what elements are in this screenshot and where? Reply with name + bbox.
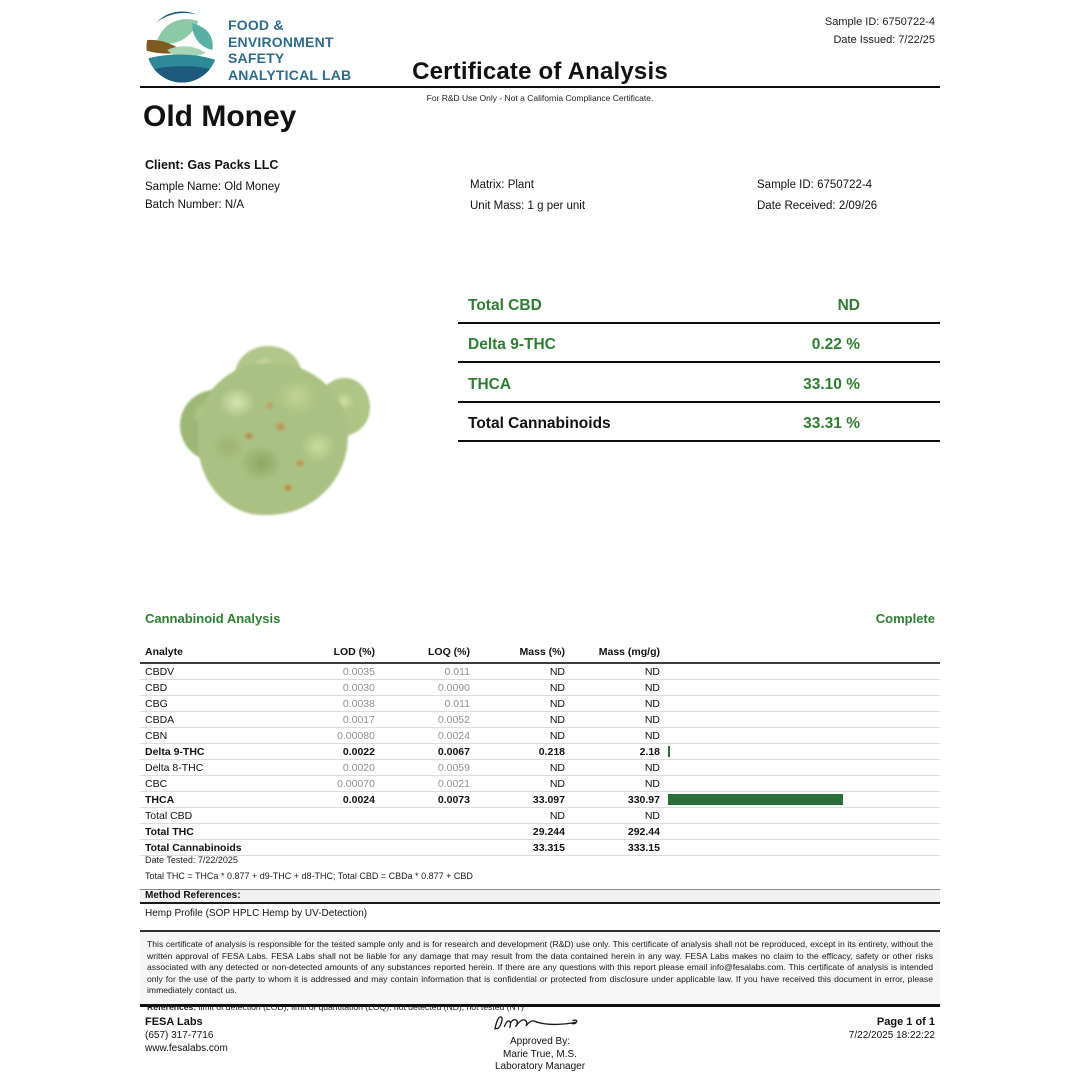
analyte-cell: 0.0090 bbox=[375, 680, 470, 696]
mass-bar-cell bbox=[660, 712, 940, 728]
mass-bar bbox=[668, 746, 670, 757]
analyte-cell: CBD bbox=[140, 680, 255, 696]
summary-label: THCA bbox=[468, 375, 512, 393]
references-label: References: bbox=[147, 1001, 197, 1012]
analyte-table-header bbox=[140, 644, 940, 663]
analyte-cell: Delta 8-THC bbox=[140, 760, 255, 776]
analyte-cell bbox=[255, 840, 375, 856]
summary-label: Delta 9-THC bbox=[468, 336, 556, 353]
date-received-line: Date Received: 2/09/26 bbox=[757, 200, 878, 212]
analyte-cell: ND bbox=[470, 776, 565, 792]
analyte-cell: 0.0024 bbox=[375, 728, 470, 744]
col-lod: LOD (%) bbox=[255, 644, 375, 663]
analyte-cell: 0.00070 bbox=[255, 776, 375, 792]
method-references-header: Method References: bbox=[140, 889, 940, 904]
summary-value: 33.31 % bbox=[803, 415, 860, 432]
analyte-cell: ND bbox=[470, 808, 565, 824]
analyte-cell: ND bbox=[565, 663, 660, 680]
col-mass-mg: Mass (mg/g) bbox=[565, 644, 660, 663]
analyte-cell: 330.97 bbox=[565, 792, 660, 808]
header-divider bbox=[140, 86, 940, 88]
analyte-cell: ND bbox=[470, 696, 565, 712]
product-photo bbox=[140, 228, 440, 588]
header-meta bbox=[825, 13, 935, 49]
analyte-cell bbox=[375, 840, 470, 856]
analyte-cell: 0.0067 bbox=[375, 744, 470, 760]
analyte-cell: Total CBD bbox=[140, 808, 255, 824]
mass-bar-cell bbox=[660, 760, 940, 776]
analyte-cell: ND bbox=[470, 680, 565, 696]
analyte-cell: 0.0073 bbox=[375, 792, 470, 808]
analyte-cell: ND bbox=[470, 728, 565, 744]
analyte-cell: 33.097 bbox=[470, 792, 565, 808]
analyte-row bbox=[140, 663, 940, 680]
analyte-cell: 0.0020 bbox=[255, 760, 375, 776]
summary-row bbox=[458, 363, 940, 403]
matrix-line: Matrix: Plant bbox=[470, 179, 534, 191]
analyte-cell: 0.0022 bbox=[255, 744, 375, 760]
logo-line: FOOD & bbox=[228, 17, 284, 33]
analyte-cell: 0.0017 bbox=[255, 712, 375, 728]
analyte-cell: 0.0024 bbox=[255, 792, 375, 808]
analyte-cell: ND bbox=[565, 760, 660, 776]
analyte-cell: Delta 9-THC bbox=[140, 744, 255, 760]
analyte-cell: ND bbox=[565, 712, 660, 728]
mass-bar-cell bbox=[660, 776, 940, 792]
footer-lab-name: FESA Labs bbox=[145, 1016, 203, 1028]
approver-name: Marie True, M.S. bbox=[503, 1048, 577, 1060]
analyte-cell: ND bbox=[565, 728, 660, 744]
footer-website: www.fesalabs.com bbox=[145, 1043, 228, 1054]
page-number: Page 1 of 1 bbox=[876, 1016, 935, 1028]
analysis-status-badge: Complete bbox=[875, 611, 935, 626]
certificate-subtitle: For R&D Use Only - Not a California Compliance Certificate. bbox=[426, 93, 654, 103]
mass-bar-cell bbox=[660, 808, 940, 824]
analyte-cell: 333.15 bbox=[565, 840, 660, 856]
analyte-cell: ND bbox=[470, 663, 565, 680]
approved-by-label: Approved By: bbox=[509, 1036, 571, 1047]
summary-value: ND bbox=[837, 296, 860, 314]
mass-bar-cell bbox=[660, 728, 940, 744]
certificate-title: Certificate of Analysis bbox=[412, 58, 668, 85]
summary-value: 0.22 % bbox=[811, 336, 860, 353]
analyte-cell: 0.00080 bbox=[255, 728, 375, 744]
sample-id-info bbox=[757, 175, 877, 217]
analyte-row bbox=[140, 728, 940, 744]
sample-id-line: Sample ID: 6750722-4 bbox=[757, 179, 873, 191]
potency-summary-table bbox=[458, 284, 940, 442]
logo-line: SAFETY bbox=[228, 50, 285, 66]
col-loq: LOQ (%) bbox=[375, 644, 470, 663]
mass-bar-cell bbox=[660, 696, 940, 712]
analyte-cell: 0.0052 bbox=[375, 712, 470, 728]
analyte-row bbox=[140, 808, 940, 824]
references-text: limit of detection (LOD), limit of quantitation (LOQ), not detected (ND), not tested (NT) bbox=[196, 1001, 524, 1012]
col-mass-pct: Mass (%) bbox=[470, 644, 565, 663]
analyte-cell: 0.0059 bbox=[375, 760, 470, 776]
batch-number-line: Batch Number: N/A bbox=[145, 199, 245, 211]
summary-label: Total Cannabinoids bbox=[468, 415, 611, 432]
analyte-row bbox=[140, 696, 940, 712]
summary-value: 33.10 % bbox=[803, 375, 860, 393]
mass-bar-cell bbox=[660, 680, 940, 696]
analyte-cell bbox=[255, 808, 375, 824]
mass-bar-cell bbox=[660, 840, 940, 856]
total-thc-formula: Total THC = THCa * 0.877 + d9-THC + d8-THC; Total CBD = CBDa * 0.877 + CBD bbox=[145, 871, 473, 881]
analyte-row bbox=[140, 840, 940, 856]
logo-line: ENVIRONMENT bbox=[228, 33, 334, 50]
analyte-cell: Total Cannabinoids bbox=[140, 840, 255, 856]
analyte-cell: CBDV bbox=[140, 663, 255, 680]
disclaimer-block bbox=[140, 930, 940, 1012]
mass-bar-cell bbox=[660, 792, 940, 808]
approver-title: Laboratory Manager bbox=[494, 1061, 586, 1072]
analyte-cell: 292.44 bbox=[565, 824, 660, 840]
mass-bar-cell bbox=[660, 663, 940, 680]
report-timestamp: 7/22/2025 18:22:22 bbox=[848, 1030, 935, 1041]
analyte-table bbox=[140, 644, 940, 856]
mass-bar bbox=[668, 794, 843, 805]
logo-line: ANALYTICAL LAB bbox=[228, 66, 352, 83]
analyte-row bbox=[140, 744, 940, 760]
summary-row bbox=[458, 284, 940, 324]
analyte-cell: 0.218 bbox=[470, 744, 565, 760]
header-date-issued: Date Issued: 7/22/25 bbox=[833, 34, 935, 46]
analyte-cell: 0.0038 bbox=[255, 696, 375, 712]
product-name: Old Money bbox=[143, 100, 297, 133]
col-bar-chart bbox=[660, 644, 940, 663]
analyte-row bbox=[140, 776, 940, 792]
analyte-row bbox=[140, 824, 940, 840]
analyte-cell: 0.0021 bbox=[375, 776, 470, 792]
analyte-cell: ND bbox=[565, 776, 660, 792]
analyte-cell: Total THC bbox=[140, 824, 255, 840]
analysis-section-header bbox=[145, 611, 935, 626]
summary-row bbox=[458, 324, 940, 364]
analyte-cell: ND bbox=[565, 696, 660, 712]
summary-row bbox=[458, 403, 940, 443]
col-analyte: Analyte bbox=[140, 644, 255, 663]
analyte-cell: CBDA bbox=[140, 712, 255, 728]
sample-name-line: Sample Name: Old Money bbox=[145, 181, 280, 193]
analyte-row bbox=[140, 680, 940, 696]
analyte-row bbox=[140, 712, 940, 728]
client-name: Client: Gas Packs LLC bbox=[145, 158, 279, 172]
analyte-cell bbox=[375, 808, 470, 824]
client-info bbox=[145, 156, 280, 214]
analyte-cell: 33.315 bbox=[470, 840, 565, 856]
bud-main bbox=[198, 363, 348, 515]
analyte-table-body bbox=[140, 663, 940, 856]
analyte-cell: 29.244 bbox=[470, 824, 565, 840]
disclaimer-body: This certificate of analysis is responsible for the tested sample only and is for research and development (R&D) use only. This certificate of analysis shall not be reproduced, except in its entirety, without the written approval of FESA Labs. FESA Labs shall not be liable for any damage that may result from the data contained herein in any way. FESA Labs makes no claim to the efficacy, safety or other risks associated with any detected or non-detected amounts of any substances reported herein. If there are any questions with this report please email info@fesalabs.com. This certificate of analysis is intended only for the use of the party to whom it is addressed and may contain information that is confidential or protected from disclosure under applicable law. If you have received this document in error, please immediately contact us. bbox=[147, 939, 933, 996]
analysis-section-title: Cannabinoid Analysis bbox=[145, 611, 281, 626]
mass-bar-cell bbox=[660, 824, 940, 840]
analyte-cell: ND bbox=[470, 760, 565, 776]
unit-mass-line: Unit Mass: 1 g per unit bbox=[470, 200, 586, 212]
analyte-cell: ND bbox=[470, 712, 565, 728]
analyte-cell: 0.0030 bbox=[255, 680, 375, 696]
analyte-row bbox=[140, 792, 940, 808]
matrix-info bbox=[470, 175, 585, 217]
footer-phone: (657) 317-7716 bbox=[145, 1030, 214, 1041]
analyte-cell: 0.011 bbox=[375, 696, 470, 712]
footer-page-info bbox=[849, 1016, 935, 1042]
analyte-cell: CBC bbox=[140, 776, 255, 792]
analyte-cell: CBG bbox=[140, 696, 255, 712]
analyte-cell: 0.011 bbox=[375, 663, 470, 680]
analyte-cell: ND bbox=[565, 808, 660, 824]
method-reference-line: Hemp Profile (SOP HPLC Hemp by UV-Detection) bbox=[145, 908, 368, 919]
date-tested-line: Date Tested: 7/22/2025 bbox=[145, 855, 238, 865]
analyte-cell: 2.18 bbox=[565, 744, 660, 760]
signature-icon bbox=[480, 1010, 600, 1036]
summary-label: Total CBD bbox=[468, 296, 542, 314]
analyte-cell: CBN bbox=[140, 728, 255, 744]
analyte-cell bbox=[375, 824, 470, 840]
analyte-row bbox=[140, 760, 940, 776]
analyte-cell: 0.0035 bbox=[255, 663, 375, 680]
analyte-cell bbox=[255, 824, 375, 840]
analyte-cell: ND bbox=[565, 680, 660, 696]
analyte-cell: THCA bbox=[140, 792, 255, 808]
mass-bar-cell bbox=[660, 744, 940, 760]
header-sample-id: Sample ID: 6750722-4 bbox=[824, 16, 935, 28]
